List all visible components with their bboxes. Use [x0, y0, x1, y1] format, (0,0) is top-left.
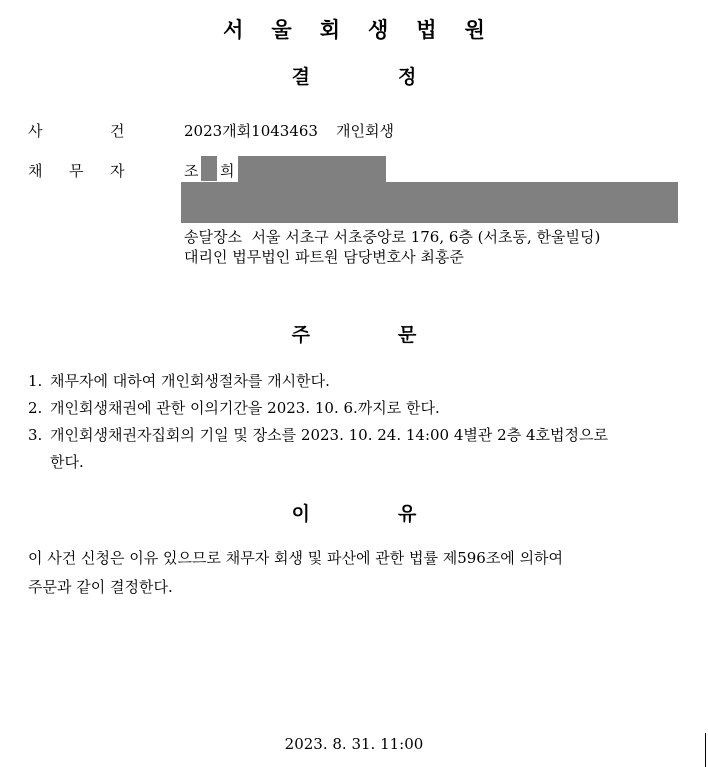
case-type: 개인회생	[335, 122, 394, 140]
order-continuation: 한다.	[50, 453, 84, 471]
debtor-name-last: 희	[220, 162, 235, 180]
case-number	[184, 120, 394, 141]
reason-title	[0, 499, 708, 526]
court-name-char: 원	[464, 17, 485, 42]
court-name-char: 회	[319, 17, 340, 42]
order-text: 개인회생채권에 관한 이의기간을 2023. 10. 6.까지로 한다.	[50, 399, 440, 417]
debtor-name-first: 조	[184, 162, 199, 180]
court-name-char: 생	[368, 17, 389, 42]
decision-title-char: 정	[398, 66, 417, 88]
order-text: 개인회생채권자집회의 기일 및 장소를 2023. 10. 24. 14:00 4별관 2층 4호법정으로	[50, 426, 608, 444]
order-title	[0, 320, 708, 347]
order-title-char: 주	[291, 324, 310, 346]
redaction-block	[238, 156, 386, 182]
reason-line: 주문과 같이 결정한다.	[28, 578, 173, 596]
order-number: 3.	[28, 426, 43, 444]
debtor-agent: 대리인 법무법인 파트원 담당변호사 최홍준	[184, 248, 464, 266]
service-address: 송달장소 서울 서초구 서초중앙로 176, 6층 (서초동, 한울빌딩)	[184, 228, 601, 246]
case-number-value: 2023개회1043463	[184, 122, 318, 140]
redaction-block	[201, 156, 217, 181]
debtor-label-char: 무	[69, 162, 84, 180]
debtor-label-char: 채	[28, 162, 43, 180]
court-name-char: 법	[416, 17, 437, 42]
order-number: 2.	[28, 399, 43, 417]
page-edge-line	[705, 733, 706, 767]
case-label-char: 건	[110, 122, 125, 140]
reason-title-char: 유	[398, 503, 417, 525]
order-title-char: 문	[398, 324, 417, 346]
decision-date: 2023. 8. 31. 11:00	[284, 735, 424, 753]
court-name	[0, 14, 708, 44]
decision-title	[0, 62, 708, 89]
reason-title-char: 이	[291, 503, 310, 525]
order-item	[28, 370, 330, 391]
case-label	[28, 120, 125, 141]
case-label-char: 사	[28, 122, 43, 140]
order-number: 1.	[28, 372, 43, 390]
order-item	[28, 397, 440, 418]
court-name-char: 울	[271, 17, 292, 42]
reason-line: 이 사건 신청은 이유 있으므로 채무자 회생 및 파산에 관한 법률 제596조에 의하여	[28, 549, 564, 567]
redaction-block	[181, 182, 678, 223]
debtor-label-char: 자	[110, 162, 125, 180]
order-text: 채무자에 대하여 개인회생절차를 개시한다.	[50, 372, 330, 390]
debtor-label	[28, 160, 125, 181]
court-name-char: 서	[223, 17, 244, 42]
order-item	[28, 424, 608, 445]
decision-title-char: 결	[291, 66, 310, 88]
